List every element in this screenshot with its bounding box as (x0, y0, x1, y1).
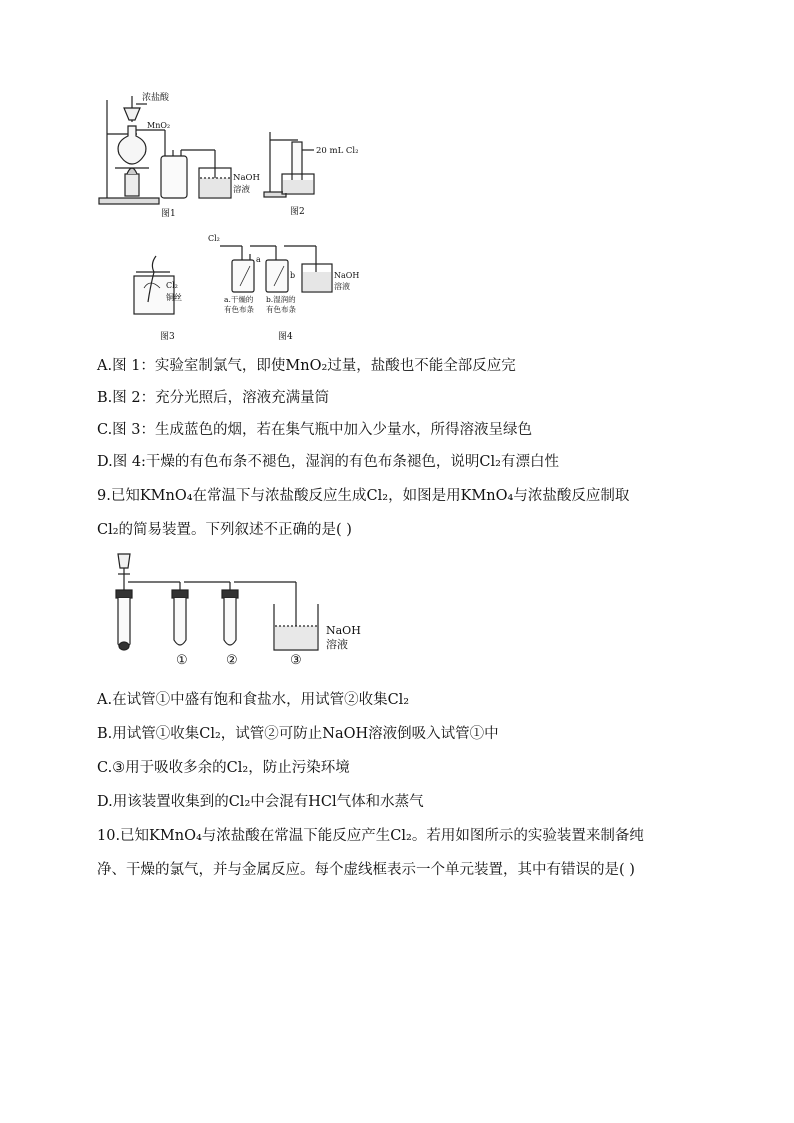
q9-figure-tube-1: ① (176, 653, 188, 668)
fig4-label-naoh: NaOH (334, 271, 360, 280)
figure-3 (130, 248, 210, 344)
q8-option-a: A.图 1：实验室制氯气，即使MnO₂过量，盐酸也不能全部反应完 (97, 358, 516, 374)
fig2-label-volume: 20 mL Cl₂ (316, 146, 359, 156)
fig1-label-mno2: MnO₂ (147, 121, 171, 130)
q9-stem-line-2: Cl₂的简易装置。下列叙述不正确的是( ) (97, 522, 352, 538)
fig4-label-wet: b.湿润的 (266, 295, 296, 304)
fig4-label-dry: a.干燥的 (224, 295, 254, 304)
q10-stem-line-2: 净、干燥的氯气，并与金属反应。每个虚线框表示一个单元装置，其中有错误的是( ) (97, 862, 635, 878)
fig1-label-naoh: NaOH (233, 173, 260, 183)
figure-4 (206, 232, 366, 344)
fig3-label-wire: 铜丝 (166, 293, 182, 302)
fig4-label-b: b (290, 271, 296, 280)
q9-figure-label-naoh: NaOH (326, 624, 361, 637)
figure-1 (95, 92, 270, 220)
q8-option-c: C.图 3：生成蓝色的烟，若在集气瓶中加入少量水，所得溶液呈绿色 (97, 422, 533, 438)
fig4-label-dry-2: 有色布条 (224, 305, 254, 314)
fig1-caption: 图1 (161, 209, 176, 219)
fig4-label-wet-2: 有色布条 (266, 305, 296, 314)
fig1-label-solution: 溶液 (233, 185, 251, 195)
fig2-caption: 图2 (290, 207, 305, 217)
q9-option-b: B.用试管①收集Cl₂，试管②可防止NaOH溶液倒吸入试管①中 (97, 726, 499, 742)
figure-q9 (100, 552, 380, 672)
fig4-label-cl2: Cl₂ (208, 234, 220, 243)
q10-stem-line-1: 10.已知KMnO₄与浓盐酸在常温下能反应产生Cl₂。若用如图所示的实验装置来制备纯 (97, 828, 644, 844)
q9-stem-line-1: 9.已知KMnO₄在常温下与浓盐酸反应生成Cl₂，如图是用KMnO₄与浓盐酸反应制取 (97, 488, 630, 504)
fig4-label-a: a (256, 255, 261, 264)
fig1-label-acid: 浓盐酸 (142, 93, 170, 103)
q9-figure-tube-2: ② (226, 653, 238, 668)
figure-2 (262, 128, 382, 220)
fig3-label-cl2: Cl₂ (166, 281, 178, 290)
fig4-caption: 图4 (278, 332, 293, 342)
q9-option-a: A.在试管①中盛有饱和食盐水，用试管②收集Cl₂ (97, 692, 410, 708)
q9-option-c: C.③用于吸收多余的Cl₂，防止污染环境 (97, 760, 350, 776)
q9-option-d: D.用该装置收集到的Cl₂中会混有HCl气体和水蒸气 (97, 794, 424, 810)
fig3-caption: 图3 (160, 332, 175, 342)
q8-option-d: D.图 4:干燥的有色布条不褪色，湿润的有色布条褪色，说明Cl₂有漂白性 (97, 454, 559, 470)
q9-figure-label-solution: 溶液 (326, 638, 348, 651)
q9-figure-beaker: ③ (290, 653, 302, 668)
q8-option-b: B.图 2：充分光照后，溶液充满量筒 (97, 390, 330, 406)
fig4-label-solution: 溶液 (334, 282, 350, 291)
